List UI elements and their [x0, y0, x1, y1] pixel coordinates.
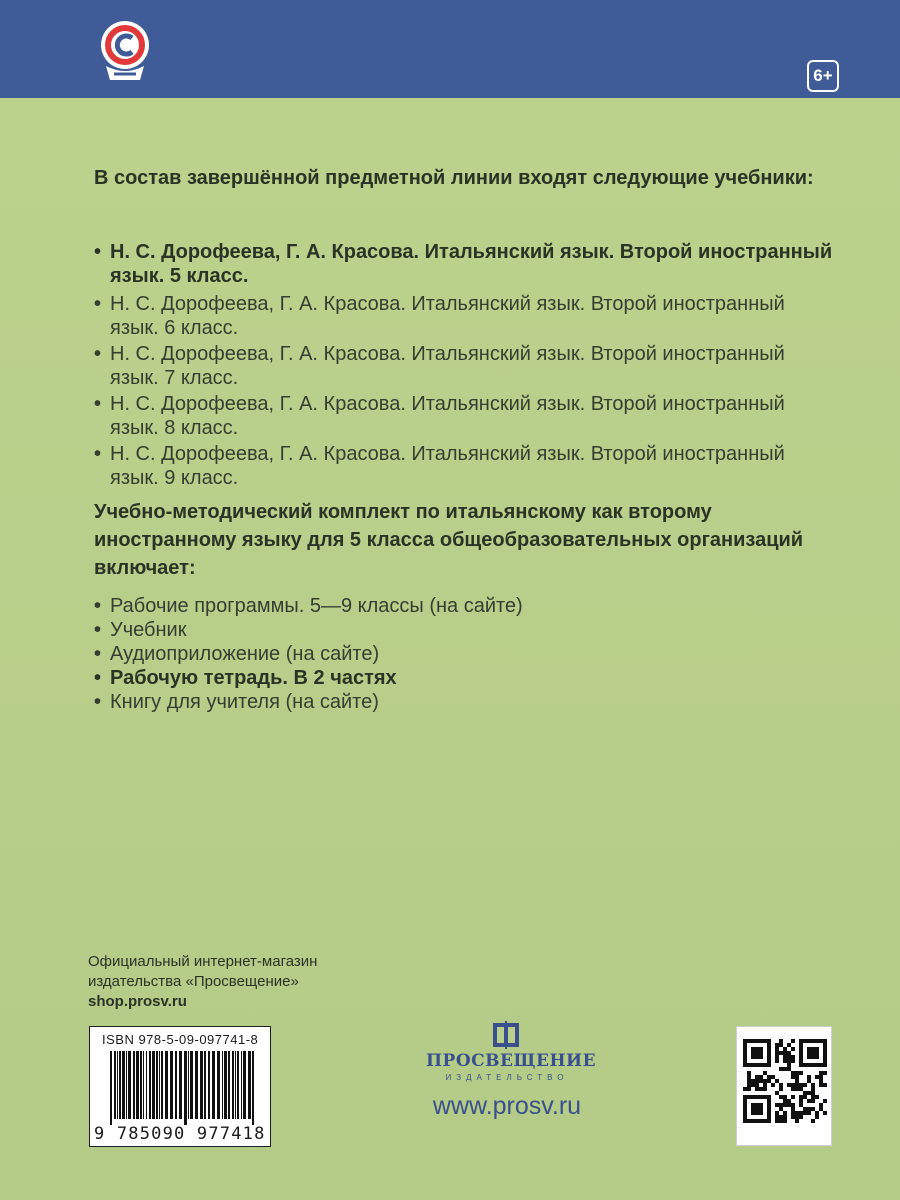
qr-module	[755, 1087, 759, 1091]
qr-module	[811, 1087, 815, 1091]
qr-module	[799, 1111, 803, 1115]
qr-module	[807, 1079, 811, 1083]
barcode-bar	[136, 1051, 139, 1119]
qr-module	[747, 1071, 751, 1075]
list-item: • Н. С. Дорофеева, Г. А. Красова. Итальянский язык. Второй иностранный язык. 8 класс.	[94, 392, 834, 440]
barcode-digits: 9 785090 977418	[94, 1124, 266, 1144]
qr-module	[811, 1099, 815, 1103]
qr-module	[767, 1079, 771, 1083]
qr-module	[803, 1095, 807, 1099]
qr-module	[779, 1119, 783, 1123]
qr-module	[799, 1087, 803, 1091]
barcode-bar	[156, 1051, 158, 1119]
qr-module	[783, 1059, 787, 1063]
qr-module	[775, 1047, 779, 1051]
qr-module	[823, 1111, 827, 1115]
qr-module	[775, 1103, 779, 1107]
qr-module	[759, 1087, 763, 1091]
qr-code-icon	[743, 1039, 827, 1123]
barcode-bar	[149, 1051, 151, 1119]
barcode-bar	[217, 1051, 220, 1119]
qr-module	[807, 1075, 811, 1079]
barcode-bar	[212, 1051, 215, 1119]
qr-module	[763, 1087, 767, 1091]
barcode-bar	[222, 1051, 223, 1119]
barcode-bar	[208, 1051, 210, 1119]
qr-module	[815, 1111, 819, 1115]
qr-module	[815, 1075, 819, 1079]
qr-module	[791, 1115, 795, 1119]
qr-module	[795, 1111, 799, 1115]
qr-module	[775, 1115, 779, 1119]
qr-module	[791, 1095, 795, 1099]
qr-module	[763, 1083, 767, 1087]
barcode-bar	[159, 1051, 160, 1119]
barcode-bar	[204, 1051, 206, 1119]
qr-module	[743, 1087, 747, 1091]
list-item: • Рабочие программы. 5—9 классы (на сайте)	[94, 594, 834, 618]
list-item: • Учебник	[94, 618, 834, 642]
qr-module	[779, 1043, 783, 1047]
barcode-bar	[152, 1051, 155, 1119]
publisher-round-logo-icon	[96, 18, 154, 84]
barcode-bar	[195, 1051, 198, 1119]
open-book-icon	[489, 1021, 523, 1049]
age-rating-badge: 6+	[807, 60, 839, 92]
qr-module	[783, 1051, 787, 1055]
shop-info	[88, 952, 317, 1012]
barcode-bar	[165, 1051, 168, 1119]
barcode-bar	[237, 1051, 239, 1119]
qr-module	[787, 1067, 791, 1071]
shop-url-link[interactable]: shop.prosv.ru	[88, 993, 187, 1010]
qr-module	[783, 1055, 787, 1059]
qr-module	[747, 1083, 751, 1087]
qr-module	[779, 1083, 783, 1087]
qr-module	[819, 1075, 823, 1079]
qr-module	[795, 1083, 799, 1087]
list-item: • Рабочую тетрадь. В 2 частях	[94, 666, 834, 690]
qr-module	[771, 1075, 775, 1079]
barcode-bar	[243, 1051, 246, 1119]
isbn-number: ISBN 978-5-09-097741-8	[102, 1032, 259, 1047]
barcode-bar	[117, 1051, 118, 1119]
qr-module	[783, 1115, 787, 1119]
qr-module	[811, 1083, 815, 1087]
barcode-bar	[114, 1051, 116, 1119]
qr-module	[787, 1099, 791, 1103]
barcode-bar	[128, 1051, 131, 1119]
qr-module	[787, 1083, 791, 1087]
qr-module	[747, 1087, 751, 1091]
qr-module	[775, 1055, 779, 1059]
qr-module	[819, 1107, 823, 1111]
qr-module	[755, 1075, 759, 1079]
qr-module	[779, 1087, 783, 1091]
barcode-bar	[143, 1051, 144, 1119]
list-item: • Н. С. Дорофеева, Г. А. Красова. Итальянский язык. Второй иностранный язык. 6 класс.	[94, 292, 834, 340]
qr-module	[819, 1083, 823, 1087]
qr-module	[787, 1051, 791, 1055]
qr-module	[763, 1071, 767, 1075]
qr-module	[763, 1079, 767, 1083]
qr-module	[783, 1103, 787, 1107]
qr-module	[779, 1051, 783, 1055]
barcode-bar	[241, 1051, 242, 1119]
list-item: • Н. С. Дорофеева, Г. А. Красова. Итальянский язык. Второй иностранный язык. 9 класс.	[94, 442, 834, 490]
qr-module	[783, 1095, 787, 1099]
qr-module	[811, 1107, 815, 1111]
barcode-bar	[170, 1051, 173, 1119]
qr-module	[779, 1039, 783, 1043]
qr-finder-square	[751, 1047, 763, 1059]
qr-module	[823, 1071, 827, 1075]
qr-module	[795, 1079, 799, 1083]
qr-module	[807, 1099, 811, 1103]
qr-module	[747, 1075, 751, 1079]
publisher-subtitle: ИЗДАТЕЛЬСТВО	[445, 1073, 569, 1082]
barcode-bar	[224, 1051, 227, 1119]
qr-module	[783, 1111, 787, 1115]
qr-module	[807, 1107, 811, 1111]
qr-module	[811, 1095, 815, 1099]
qr-module	[791, 1055, 795, 1059]
qr-module	[755, 1079, 759, 1083]
qr-module	[791, 1075, 795, 1079]
barcode-bar	[110, 1051, 112, 1125]
qr-module	[775, 1119, 779, 1123]
qr-module	[747, 1079, 751, 1083]
shop-line-1: Официальный интернет-магазин	[88, 953, 318, 970]
barcode-bar	[190, 1051, 193, 1119]
barcode-bar	[119, 1051, 121, 1119]
qr-module	[823, 1083, 827, 1087]
qr-module	[799, 1099, 803, 1103]
qr-module	[819, 1079, 823, 1083]
qr-module	[755, 1083, 759, 1087]
kit-heading: Учебно-методический комплект по итальянскому как второму иностранному языку для 5 класса общеобразовательных организаций включает:	[94, 501, 804, 579]
barcode-bar	[252, 1051, 254, 1125]
qr-module	[791, 1059, 795, 1063]
list-item: • Н. С. Дорофеева, Г. А. Красова. Итальянский язык. Второй иностранный язык. 5 класс.	[94, 240, 834, 288]
qr-module	[759, 1075, 763, 1079]
qr-module	[799, 1071, 803, 1075]
qr-module	[751, 1083, 755, 1087]
qr-module	[819, 1071, 823, 1075]
qr-module	[803, 1091, 807, 1095]
barcode-bar	[232, 1051, 234, 1119]
qr-module	[783, 1067, 787, 1071]
qr-module	[799, 1095, 803, 1099]
qr-module	[799, 1083, 803, 1087]
qr-module	[779, 1095, 783, 1099]
qr-module	[783, 1119, 787, 1123]
qr-module	[799, 1103, 803, 1107]
qr-module	[787, 1063, 791, 1067]
qr-module	[791, 1047, 795, 1051]
barcode-bar	[146, 1051, 147, 1119]
barcode-bar	[161, 1051, 163, 1119]
qr-module	[791, 1111, 795, 1115]
qr-module	[775, 1059, 779, 1063]
qr-finder-square	[807, 1047, 819, 1059]
qr-module	[795, 1119, 799, 1123]
barcode-bar	[188, 1051, 189, 1119]
qr-module	[775, 1111, 779, 1115]
barcode-bar	[140, 1051, 142, 1119]
qr-module	[807, 1091, 811, 1095]
barcode-bar	[126, 1051, 127, 1119]
qr-module	[791, 1039, 795, 1043]
isbn-barcode-box	[89, 1026, 271, 1147]
qr-module	[791, 1071, 795, 1075]
barcode-bar	[133, 1051, 135, 1119]
qr-module	[815, 1115, 819, 1119]
qr-module	[791, 1103, 795, 1107]
qr-module	[795, 1087, 799, 1091]
barcode-bar	[184, 1051, 187, 1125]
qr-module	[795, 1115, 799, 1119]
qr-module	[783, 1047, 787, 1051]
textbooks-list	[94, 240, 834, 490]
publisher-site-link[interactable]: www.prosv.ru	[432, 1092, 582, 1120]
qr-module	[775, 1051, 779, 1055]
qr-module	[771, 1083, 775, 1087]
barcode-bar	[179, 1051, 182, 1119]
qr-module	[779, 1103, 783, 1107]
barcode-bar	[200, 1051, 203, 1119]
qr-module	[819, 1103, 823, 1107]
qr-module	[791, 1083, 795, 1087]
publisher-name: ПРОСВЕЩЕНИЕ	[426, 1051, 597, 1071]
qr-code[interactable]	[736, 1026, 832, 1146]
qr-module	[775, 1079, 779, 1083]
qr-module	[803, 1111, 807, 1115]
qr-module	[779, 1067, 783, 1071]
barcode-icon	[108, 1051, 258, 1125]
qr-module	[811, 1091, 815, 1095]
qr-module	[779, 1107, 783, 1111]
textbooks-heading: В состав завершённой предметной линии входят следующие учебники:	[94, 167, 814, 189]
qr-module	[803, 1083, 807, 1087]
barcode-bar	[175, 1051, 177, 1119]
qr-module	[799, 1115, 803, 1119]
qr-module	[811, 1119, 815, 1123]
barcode-bar	[228, 1051, 230, 1119]
qr-module	[803, 1107, 807, 1111]
qr-module	[775, 1091, 779, 1095]
qr-module	[795, 1071, 799, 1075]
qr-finder-square	[751, 1103, 763, 1115]
qr-module	[767, 1075, 771, 1079]
kit-list	[94, 594, 834, 714]
qr-module	[751, 1079, 755, 1083]
list-item: • Аудиоприложение (на сайте)	[94, 642, 834, 666]
qr-module	[815, 1095, 819, 1099]
qr-module	[787, 1055, 791, 1059]
qr-module	[787, 1103, 791, 1107]
list-item: • Книгу для учителя (на сайте)	[94, 690, 834, 714]
barcode-bar	[248, 1051, 251, 1119]
qr-module	[783, 1099, 787, 1103]
qr-module	[775, 1043, 779, 1047]
list-item: • Н. С. Дорофеева, Г. А. Красова. Итальянский язык. Второй иностранный язык. 7 класс.	[94, 342, 834, 390]
qr-module	[791, 1087, 795, 1091]
qr-module	[795, 1075, 799, 1079]
qr-module	[791, 1107, 795, 1111]
qr-module	[787, 1043, 791, 1047]
qr-module	[823, 1099, 827, 1103]
qr-module	[787, 1059, 791, 1063]
qr-module	[779, 1115, 783, 1119]
qr-module	[807, 1111, 811, 1115]
shop-line-2: издательства «Просвещение»	[88, 973, 299, 990]
qr-module	[759, 1079, 763, 1083]
barcode-bar	[122, 1051, 125, 1119]
barcode-bar	[235, 1051, 236, 1119]
